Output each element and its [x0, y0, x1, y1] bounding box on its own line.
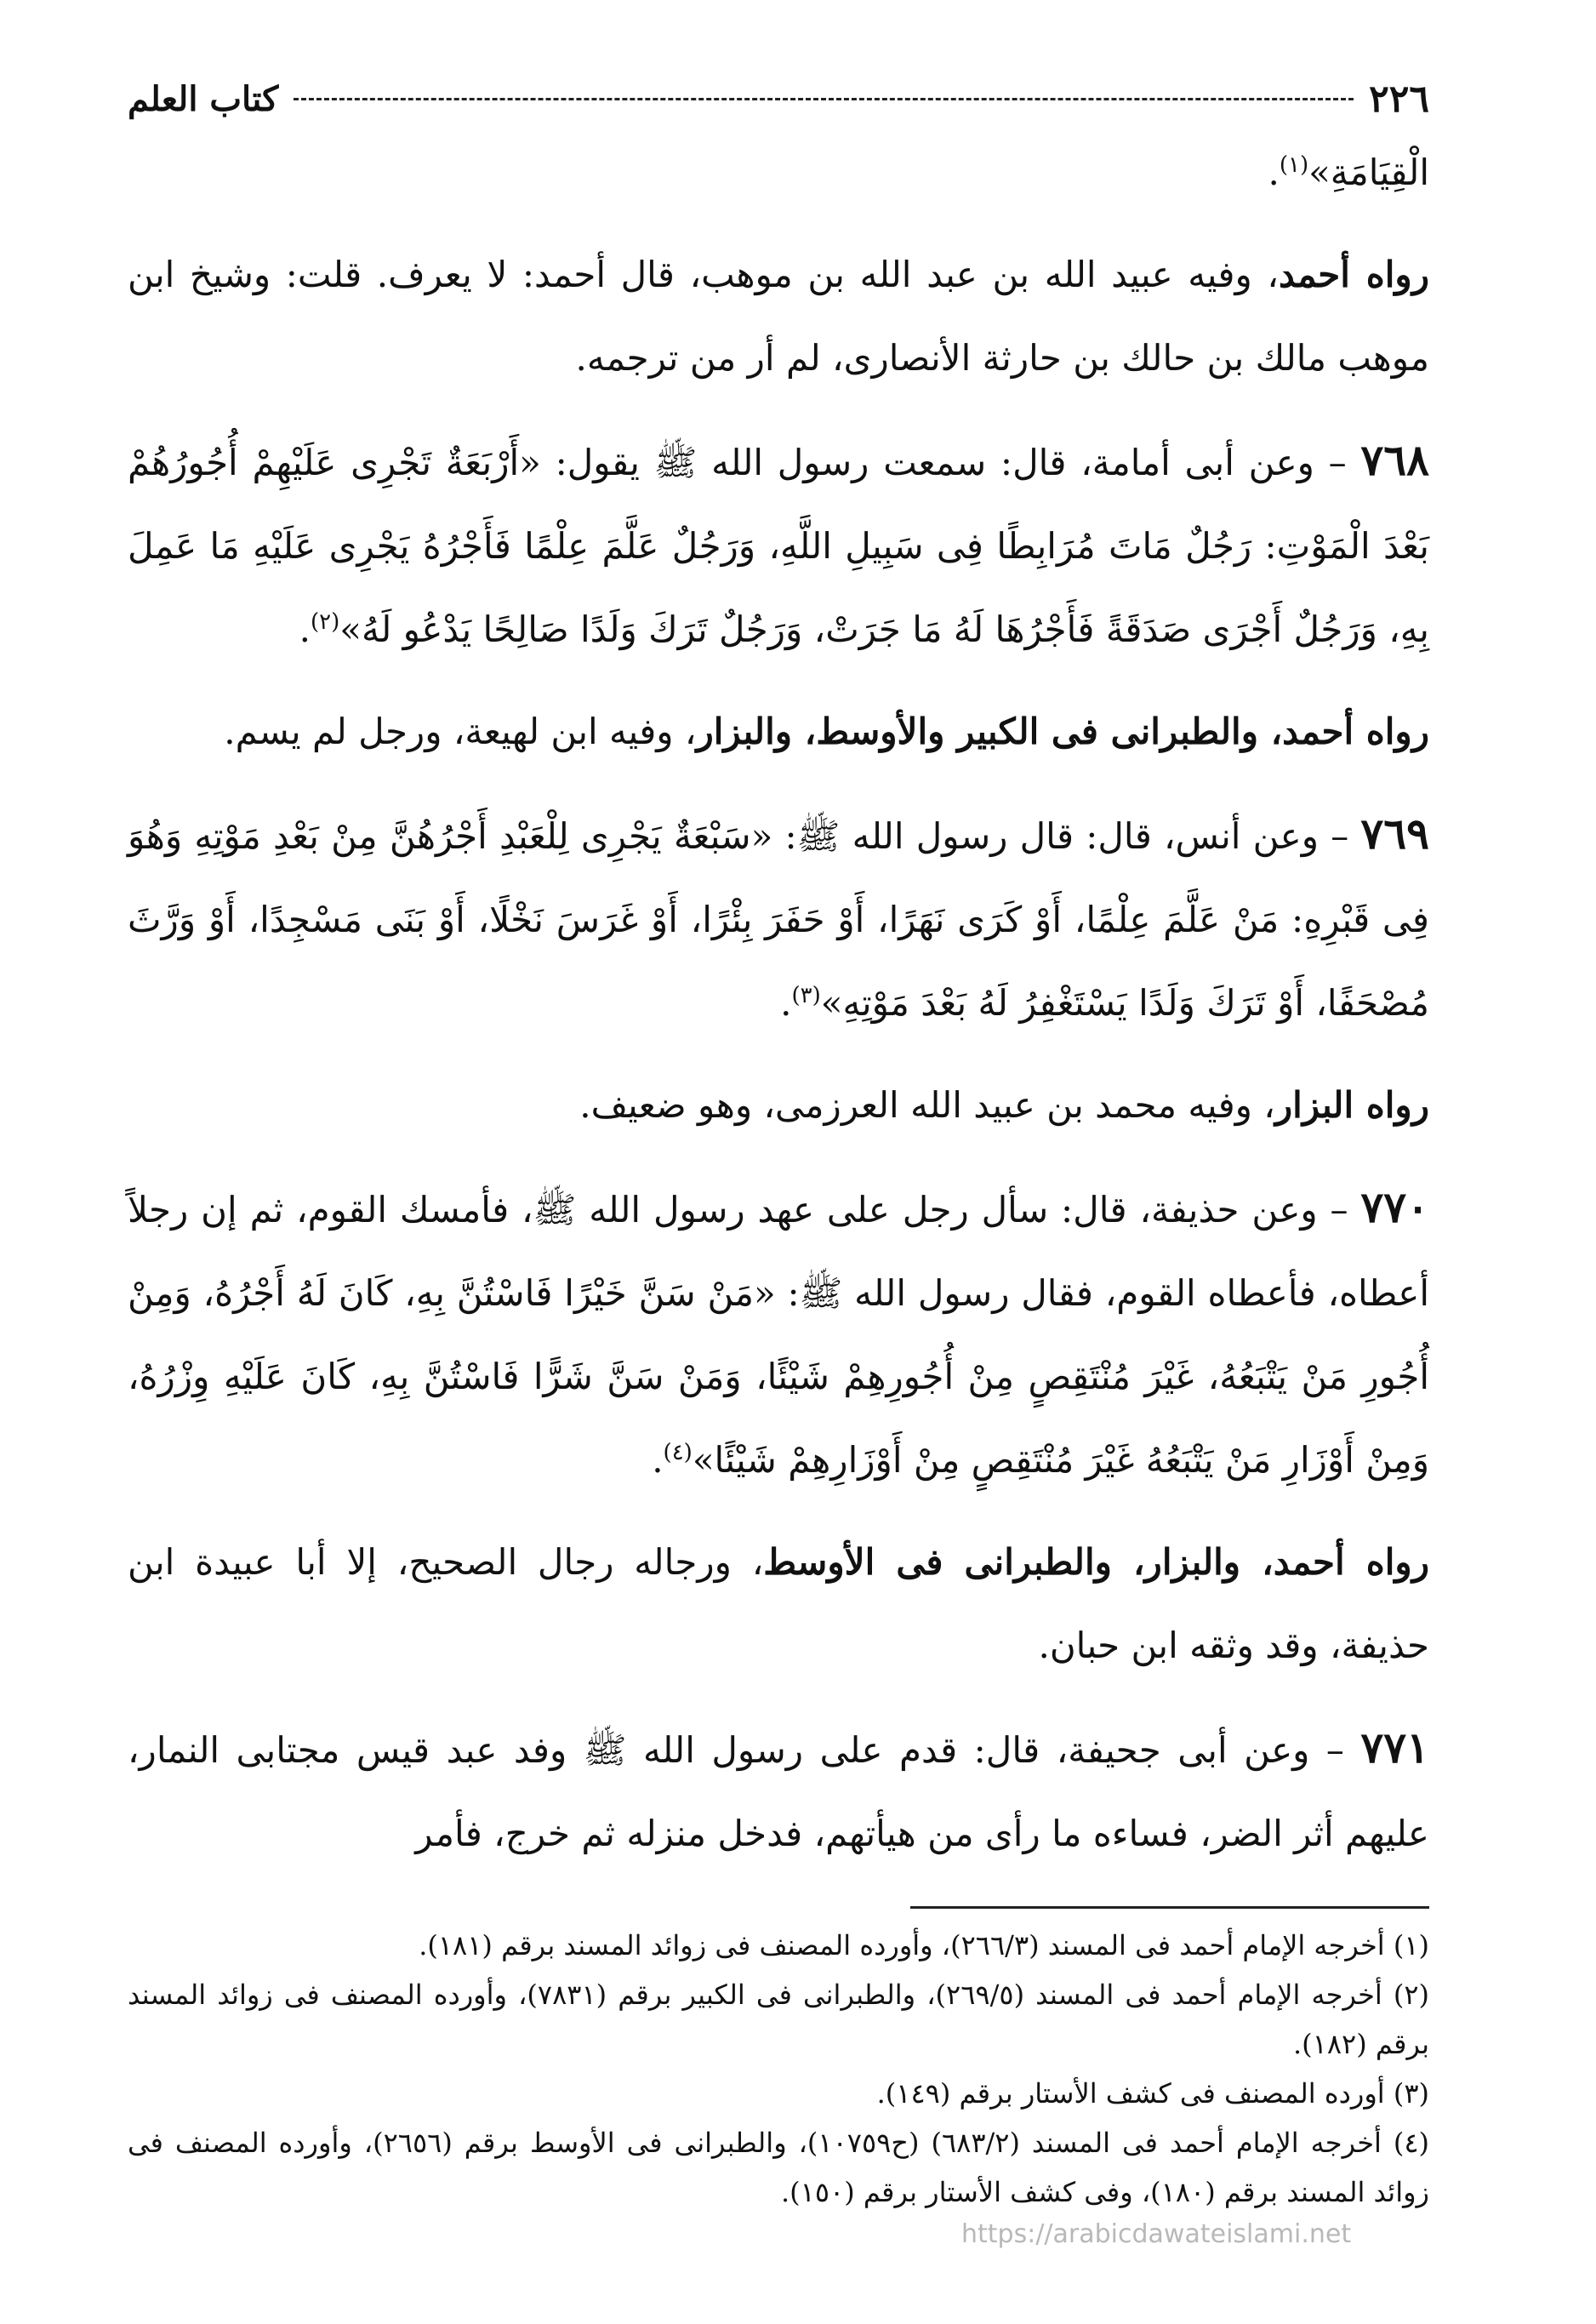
footnote-ref-4: (٤): [663, 1440, 693, 1465]
hadith-768-text: «أَرْبَعَةٌ تَجْرِى عَلَيْهِمْ أُجُورُهُمْ بَعْدَ الْمَوْتِ: رَجُلٌ مَاتَ مُرَابِطًا فِى سَبِيلِ اللَّهِ، وَرَجُلٌ عَلَّمَ عِلْمًا فَأَجْرُهُ يَجْرِى عَلَيْهِ مَا عَمِلَ بِهِ، وَرَجُلٌ أَجْرَى صَدَقَةً فَأَجْرُهَا لَهُ مَا جَرَتْ، وَرَجُلٌ تَرَكَ وَلَدًا صَالِحًا يَدْعُو لَهُ»: [128, 442, 1430, 650]
hadith-768-intro: – وعن أبى أمامة، قال: سمعت رسول الله ﷺ يقول:: [540, 442, 1361, 483]
page-number: ٢٢٦: [1369, 77, 1429, 121]
source-768-text: ، وفيه ابن لهيعة، ورجل لم يسم.: [224, 711, 697, 752]
hadith-770-text: «مَنْ سَنَّ خَيْرًا فَاسْتُنَّ بِهِ، كَانَ لَهُ أَجْرُهُ، وَمِنْ أُجُورِ مَنْ يَتْبَعُهُ، غَيْرَ مُنْتَقِصٍ مِنْ أُجُورِهِمْ شَيْئًا، وَمَنْ سَنَّ شَرًّا فَاسْتُنَّ بِهِ، كَانَ عَلَيْهِ وِزْرُهُ، وَمِنْ أَوْزَارِ مَنْ يَتْبَعُهُ غَيْرَ مُنْتَقِصٍ مِنْ أَوْزَارِهِمْ شَيْئًا»: [128, 1272, 1429, 1481]
source-769-text: ، وفيه محمد بن عبيد الله العرزمى، وهو ضعيف.: [579, 1084, 1275, 1126]
footnote-4: (٤) أخرجه الإمام أحمد فى المسند (٦٨٣/٢) (ح١٠٧٥٩)، والطبرانى فى الأوسط برقم (٢٦٥٦)، وأورده المصنف فى زوائد المسند برقم (١٨٠)، وفى كشف الأستار برقم (١٥٠).: [128, 2127, 1430, 2208]
footnote-ref-2: (٢): [311, 609, 340, 635]
continuation-text: الْقِيَامَةِ»: [1308, 151, 1429, 193]
hadith-771-intro: – وعن أبى جحيفة، قال: قدم على رسول الله ﷺ وفد عبد قيس مجتابى النمار، عليهم أثر الضر، فساءه ما رأى من هيأتهم، فدخل منزله ثم خرج، فأمر: [128, 1729, 1429, 1854]
source-768: [128, 690, 1429, 774]
footnotes: [128, 1921, 1429, 2217]
hadith-769: ٧٦٩ – وعن أنس، قال: قال رسول الله ﷺ: «سَبْعَةٌ يَجْرِى لِلْعَبْدِ أَجْرُهُنَّ مِنْ بَعْدِ مَوْتِهِ وَهُوَ فِى قَبْرِهِ: مَنْ عَلَّمَ عِلْمًا، أَوْ كَرَى نَهَرًا، أَوْ حَفَرَ بِئْرًا، أَوْ غَرَسَ نَخْلًا، أَوْ بَنَى مَسْجِدًا، أَوْ وَرَّثَ مُصْحَفًا، أَوْ تَرَكَ وَلَدًا يَسْتَغْفِرُ لَهُ بَعْدَ مَوْتِهِ»$^{(٣)}$.: [128, 808, 1429, 1024]
hadith-770-number: ٧٧٠: [1360, 1182, 1429, 1232]
book-title: كتاب العلم: [128, 78, 279, 119]
source-770: [128, 1521, 1429, 1687]
source-769-narrators: رواه البزار: [1274, 1084, 1429, 1126]
source-767-text: ، وفيه عبيد الله بن عبد الله بن موهب، قال أحمد: لا يعرف. قلت: وشيخ ابن موهب مالك بن حالك بن حارثة الأنصارى، لم أر من ترجمه.: [128, 254, 1429, 379]
header-dashed-rule: [294, 98, 1354, 100]
hadith-770-intro: – وعن حذيفة، قال: سأل رجل على عهد رسول الله ﷺ، فأمسك القوم، ثم إن رجلاً أعطاه، فأعطاه القوم، فقال رسول الله ﷺ:: [128, 1189, 1429, 1314]
hadith-769-text: «سَبْعَةٌ يَجْرِى لِلْعَبْدِ أَجْرُهُنَّ مِنْ بَعْدِ مَوْتِهِ وَهُوَ فِى قَبْرِهِ: مَنْ عَلَّمَ عِلْمًا، أَوْ كَرَى نَهَرًا، أَوْ حَفَرَ بِئْرًا، أَوْ غَرَسَ نَخْلًا، أَوْ بَنَى مَسْجِدًا، أَوْ وَرَّثَ مُصْحَفًا، أَوْ تَرَكَ وَلَدًا يَسْتَغْفِرُ لَهُ بَعْدَ مَوْتِهِ»: [128, 815, 1429, 1024]
footnote-ref-3: (٣): [791, 983, 821, 1008]
source-768-narrators: رواه أحمد، والطبرانى فى الكبير والأوسط، والبزار: [696, 711, 1429, 752]
hadith-768-number: ٧٦٨: [1360, 435, 1429, 485]
book-page: [128, 68, 1429, 2281]
source-769: [128, 1064, 1429, 1147]
hadith-769-intro: – وعن أنس، قال: قال رسول الله ﷺ:: [772, 815, 1361, 857]
hadith-771: [128, 1706, 1429, 1876]
hadith-769-number: ٧٦٩: [1360, 808, 1429, 859]
footnote-separator: [910, 1906, 1429, 1909]
footnote-3: (٣) أورده المصنف فى كشف الأستار برقم (١٤٩).: [876, 2077, 1429, 2110]
hadith-771-number: ٧٧١: [1360, 1722, 1429, 1773]
source-767-narrators: رواه أحمد: [1278, 254, 1430, 295]
continuation-paragraph: الْقِيَامَةِ»$^{(١)}$.: [1268, 151, 1429, 193]
source-770-text: ، ورجاله رجال الصحيح، إلا أبا عبيدة ابن حذيفة، وقد وثقه ابن حبان.: [128, 1541, 1429, 1666]
watermark-url: https://arabicdawateislami.net: [961, 2219, 1352, 2249]
footnote-ref-1: (١): [1279, 152, 1309, 178]
footnote-1: (١) أخرجه الإمام أحمد فى المسند (٢٦٦/٣)، وأورده المصنف فى زوائد المسند برقم (١٨١).: [419, 1929, 1429, 1961]
hadith-768: ٧٦٨ – وعن أبى أمامة، قال: سمعت رسول الله ﷺ يقول: «أَرْبَعَةٌ تَجْرِى عَلَيْهِمْ أُجُورُهُمْ بَعْدَ الْمَوْتِ: رَجُلٌ مَاتَ مُرَابِطًا فِى سَبِيلِ اللَّهِ، وَرَجُلٌ عَلَّمَ عِلْمًا فَأَجْرُهُ يَجْرِى عَلَيْهِ مَا عَمِلَ بِهِ، وَرَجُلٌ أَجْرَى صَدَقَةً فَأَجْرُهَا لَهُ مَا جَرَتْ، وَرَجُلٌ تَرَكَ وَلَدًا صَالِحًا يَدْعُو لَهُ»$^{(٢)}$.: [128, 435, 1430, 650]
source-770-narrators: رواه أحمد، والبزار، والطبرانى فى الأوسط: [763, 1541, 1429, 1583]
source-767: [128, 233, 1429, 400]
running-header: [128, 68, 1429, 129]
footnote-2: (٢) أخرجه الإمام أحمد فى المسند (٢٦٩/٥)، والطبرانى فى الكبير برقم (٧٨٣١)، وأورده المصنف فى زوائد المسند برقم (١٨٢).: [128, 1979, 1430, 2060]
hadith-770: ٧٧٠ – وعن حذيفة، قال: سأل رجل على عهد رسول الله ﷺ، فأمسك القوم، ثم إن رجلاً أعطاه، فأعطاه القوم، فقال رسول الله ﷺ: «مَنْ سَنَّ خَيْرًا فَاسْتُنَّ بِهِ، كَانَ لَهُ أَجْرُهُ، وَمِنْ أُجُورِ مَنْ يَتْبَعُهُ، غَيْرَ مُنْتَقِصٍ مِنْ أُجُورِهِمْ شَيْئًا، وَمَنْ سَنَّ شَرًّا فَاسْتُنَّ بِهِ، كَانَ عَلَيْهِ وِزْرُهُ، وَمِنْ أَوْزَارِ مَنْ يَتْبَعُهُ غَيْرَ مُنْتَقِصٍ مِنْ أَوْزَارِهِمْ شَيْئًا»$^{(٤)}$.: [128, 1182, 1429, 1481]
